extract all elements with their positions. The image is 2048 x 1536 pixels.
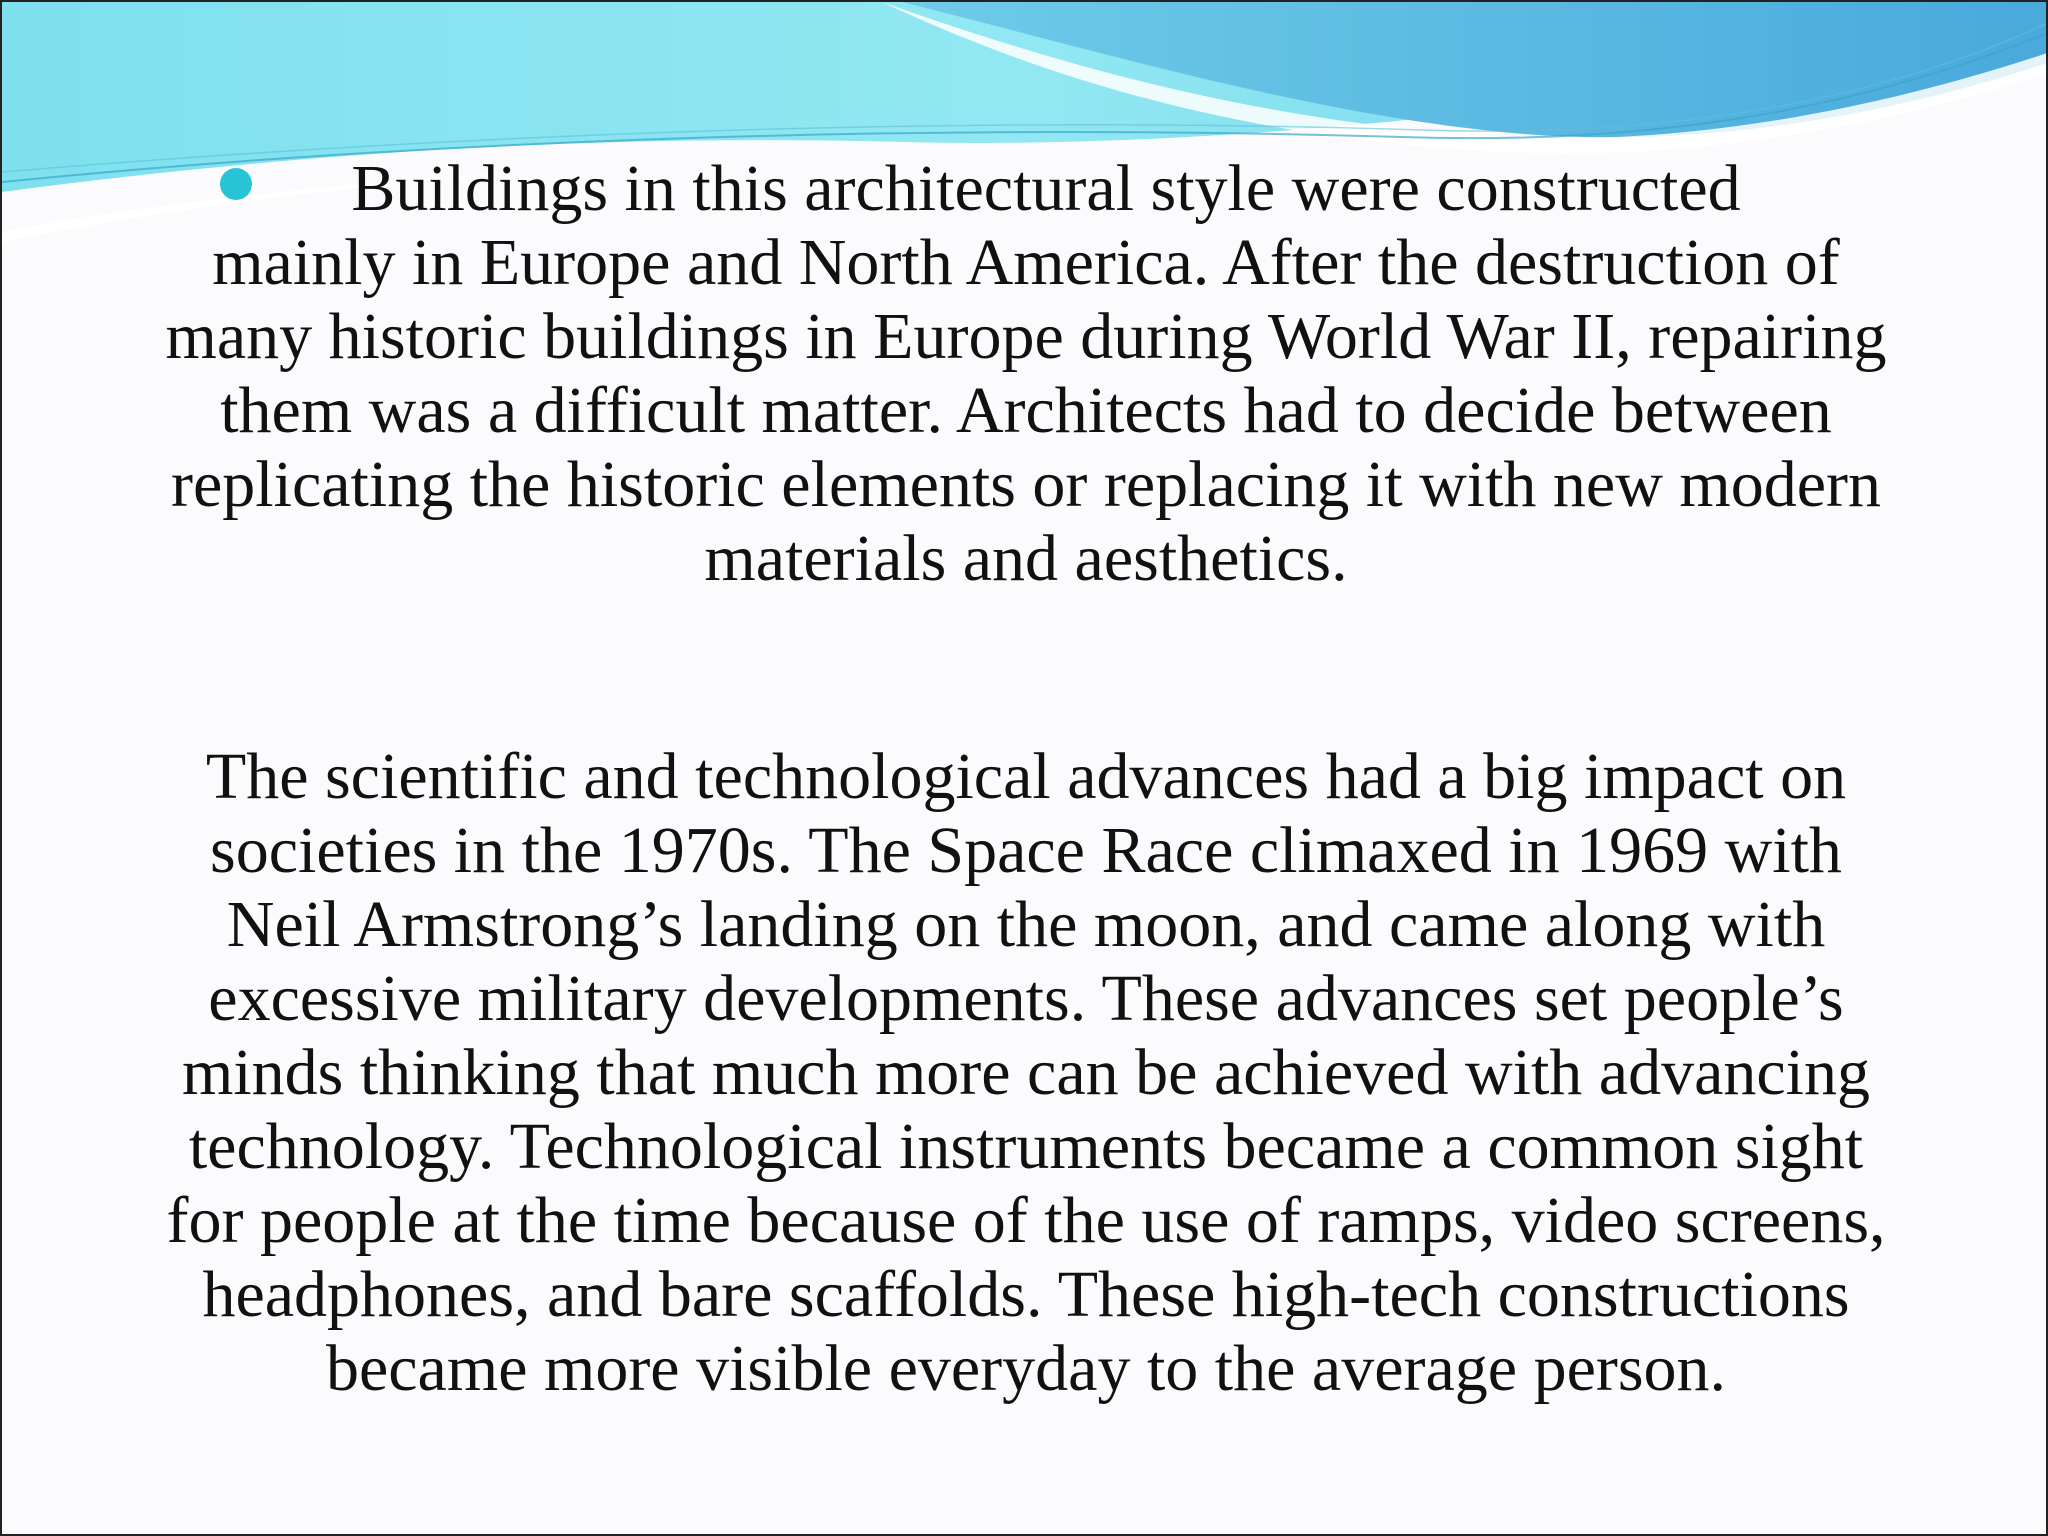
bullet-paragraph — [152, 152, 1900, 596]
body-paragraph: The scientific and technological advances had a big impact on societies in the 1970s. The Space Race climaxed in 1969 with Neil Armstrong’s landing on the moon, and came along with excessive military developments. These advances set people’s minds thinking that much more can be achieved with advancing technology. Technological instruments became a common sight for people at the time because of the use of ramps, video screens, headphones, and bare scaffolds. These high-tech constructions became more visible everyday to the average person. — [166, 740, 1886, 1405]
bullet-first-line: Buildings in this architectural style were constructed — [351, 152, 1741, 225]
bullet-continuation: mainly in Europe and North America. After the destruction of many historic buildings in Europe during World War II, repairing them was a difficult matter. Architects had to decide between replicating the historic elements or replacing it with new modern materials and aesthetics. — [165, 226, 1887, 595]
